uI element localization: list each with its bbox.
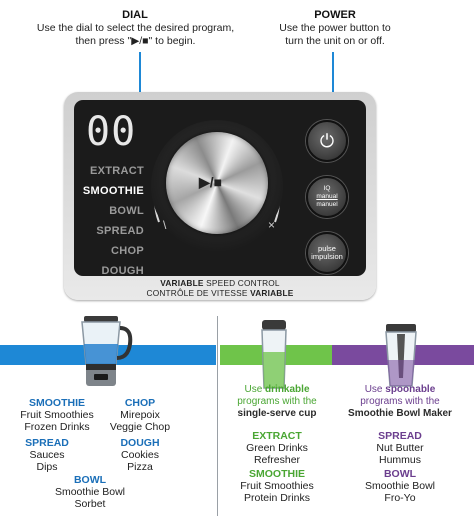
single-serve-cup-icon [254, 318, 294, 394]
right-intro-line2: programs with the [360, 396, 440, 407]
digital-display: 00 [86, 109, 137, 155]
program-extract[interactable]: EXTRACT [89, 165, 144, 177]
middle-smoothie-item-1: Fruit Smoothies [240, 480, 314, 492]
left-program-spread [2, 437, 92, 473]
right-intro-line3: Smoothie Bowl Maker [348, 408, 452, 419]
iq-manual-button[interactable] [306, 176, 348, 218]
right-bowl-title: BOWL [383, 468, 417, 480]
variable-speed-label [74, 278, 366, 298]
left-spread-title: SPREAD [25, 437, 69, 449]
speed-fr-bold: VARIABLE [250, 288, 294, 298]
speed-label-en [74, 278, 366, 288]
left-spread-item-1: Sauces [29, 449, 65, 461]
right-program-bowl [340, 468, 460, 504]
speed-en-rest: SPEED CONTROL [203, 278, 280, 288]
left-bowl-item-2: Sorbet [74, 498, 106, 510]
program-chop[interactable]: CHOP [111, 245, 144, 257]
right-bowl-item-1: Smoothie Bowl [364, 480, 436, 492]
power-icon: ⏻ [319, 131, 335, 151]
left-spread-item-2: Dips [36, 461, 58, 473]
pitcher-icon [72, 314, 136, 390]
iq-label: IQ [323, 185, 331, 192]
right-bowl-item-2: Fro-Yo [384, 492, 416, 504]
left-dough-item-1: Cookies [121, 449, 159, 461]
dial-callout-line1: Use the dial to select the desired program, [36, 22, 235, 34]
left-program-bowl [30, 474, 150, 510]
speed-label-fr [74, 288, 366, 298]
dial-min-mark: \ [163, 218, 167, 232]
middle-intro-line1 [222, 384, 332, 396]
middle-program-extract [222, 430, 332, 466]
middle-intro-bold: drinkable [265, 384, 310, 395]
left-chop-item-1: Mirepoix [120, 409, 160, 421]
section-divider [217, 316, 218, 516]
dial-callout-text [8, 22, 263, 48]
left-program-chop [104, 397, 176, 433]
dial-callout-title: DIAL [122, 9, 148, 21]
right-spread-title: SPREAD [378, 430, 422, 442]
dial-callout-line2: then press "▶/■" to begin. [75, 35, 196, 47]
middle-smoothie-item-2: Protein Drinks [244, 492, 310, 504]
program-spread[interactable]: SPREAD [96, 225, 144, 237]
left-dough-item-2: Pizza [127, 461, 153, 473]
middle-extract-item-2: Refresher [253, 454, 301, 466]
pulse-label: pulse [318, 244, 336, 253]
left-smoothie-title: SMOOTHIE [28, 397, 85, 409]
left-program-dough [104, 437, 176, 473]
middle-intro-pre: Use [244, 384, 266, 395]
program-bowl[interactable]: BOWL [109, 205, 144, 217]
left-chop-item-2: Veggie Chop [109, 421, 171, 433]
power-button[interactable] [306, 120, 348, 162]
right-spread-item-1: Nut Butter [376, 442, 424, 454]
power-callout-text [265, 22, 405, 48]
impulsion-label: impulsion [311, 252, 343, 261]
power-callout-line2: turn the unit on or off. [285, 35, 385, 47]
manual-label: manual [316, 193, 338, 200]
right-intro-pre: Use [364, 384, 386, 395]
left-dough-title: DOUGH [120, 437, 160, 449]
left-bowl-item-1: Smoothie Bowl [54, 486, 126, 498]
start-stop-symbol: ▶/■ [199, 174, 223, 190]
middle-intro-line3: single-serve cup [237, 408, 317, 419]
middle-intro-line2: programs with the [237, 396, 317, 407]
left-program-smoothie [2, 397, 112, 433]
speed-en-bold: VARIABLE [160, 278, 204, 288]
right-intro-line1 [338, 384, 462, 396]
manuel-label: manuel [316, 201, 338, 208]
left-smoothie-item-1: Fruit Smoothies [20, 409, 94, 421]
program-dough[interactable]: DOUGH [101, 265, 144, 277]
pulse-button[interactable] [306, 232, 348, 274]
right-intro-bold: spoonable [385, 384, 436, 395]
dial-max-mark: × [268, 218, 276, 232]
middle-extract-title: EXTRACT [252, 430, 302, 442]
power-callout-line1: Use the power button to [279, 22, 391, 34]
middle-extract-item-1: Green Drinks [246, 442, 308, 454]
left-chop-title: CHOP [124, 397, 156, 409]
middle-smoothie-title: SMOOTHIE [248, 468, 305, 480]
right-program-spread [340, 430, 460, 466]
middle-program-smoothie [222, 468, 332, 504]
power-callout-title: POWER [314, 9, 356, 21]
program-smoothie[interactable]: SMOOTHIE [82, 185, 144, 197]
left-smoothie-item-2: Frozen Drinks [24, 421, 90, 433]
middle-intro [222, 384, 332, 420]
speed-fr-rest: CONTRÔLE DE VITESSE [146, 288, 251, 298]
right-spread-item-2: Hummus [378, 454, 421, 466]
left-bowl-title: BOWL [73, 474, 107, 486]
right-intro [338, 384, 462, 420]
